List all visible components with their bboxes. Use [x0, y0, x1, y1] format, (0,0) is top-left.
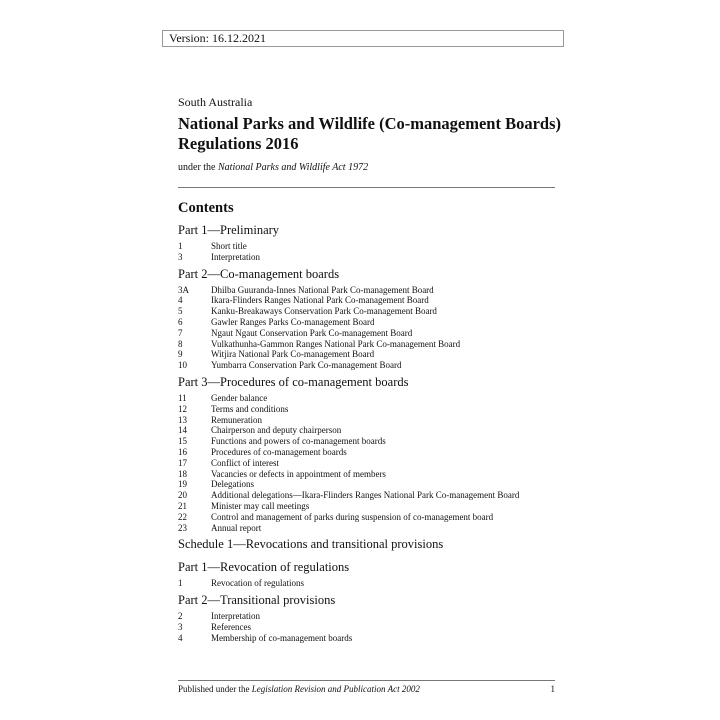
- toc-entry[interactable]: [178, 241, 558, 252]
- toc-entry-title: Witjira National Park Co-management Board: [211, 349, 375, 360]
- toc-entry[interactable]: [178, 458, 558, 469]
- toc-entry[interactable]: [178, 404, 558, 415]
- table-of-contents: [178, 220, 558, 647]
- toc-part-2-items: [178, 285, 558, 371]
- toc-entry-title: Interpretation: [211, 611, 260, 622]
- toc-entry-title: Additional delegations—Ikara-Flinders Ranges National Park Co-management Board: [211, 490, 520, 501]
- version-label: Version: 16.12.2021: [162, 30, 564, 47]
- toc-entry-number: 1: [178, 241, 183, 251]
- toc-entry[interactable]: [178, 285, 558, 296]
- toc-entry[interactable]: [178, 306, 558, 317]
- toc-entry[interactable]: [178, 622, 558, 633]
- toc-entry[interactable]: [178, 490, 558, 501]
- toc-entry-number: 7: [178, 327, 183, 338]
- toc-part-heading[interactable]: Part 2—Transitional provisions: [178, 593, 336, 608]
- toc-entry-number: 2: [178, 611, 183, 622]
- contents-heading: Contents: [178, 200, 234, 216]
- toc-entry-title: Interpretation: [211, 251, 260, 262]
- toc-entry-title: Gawler Ranges Parks Co-management Board: [211, 316, 375, 327]
- toc-entry-number: 17: [178, 457, 187, 468]
- toc-entry-title: Membership of co-management boards: [211, 632, 353, 643]
- toc-schedule-part-1-items: [178, 578, 558, 589]
- toc-entry-title: Kanku-Breakaways Conservation Park Co-management Board: [211, 306, 437, 317]
- toc-entry[interactable]: [178, 523, 558, 534]
- toc-entry-title: Delegations: [211, 479, 254, 490]
- toc-entry[interactable]: [178, 393, 558, 404]
- toc-entry[interactable]: [178, 633, 558, 644]
- jurisdiction-label: South Australia: [178, 95, 253, 109]
- toc-entry[interactable]: [178, 512, 558, 523]
- toc-entry-number: 10: [178, 360, 187, 371]
- enabling-act-name: National Parks and Wildlife Act 1972: [218, 162, 369, 173]
- toc-entry[interactable]: [178, 611, 558, 622]
- toc-entry[interactable]: [178, 447, 558, 458]
- toc-entry-title: Minister may call meetings: [211, 500, 310, 511]
- toc-entry-number: 1: [178, 578, 183, 589]
- enabling-act-line: [178, 162, 368, 173]
- header-divider: [178, 187, 555, 188]
- toc-entry-number: 3: [178, 621, 183, 632]
- toc-entry-title: Remuneration: [211, 414, 262, 425]
- toc-entry-number: 11: [178, 392, 187, 403]
- toc-part-3-items: [178, 393, 558, 533]
- toc-entry[interactable]: [178, 339, 558, 350]
- document-title-line-1: National Parks and Wildlife (Co-management Boards): [178, 114, 562, 133]
- toc-entry-title: Gender balance: [211, 392, 268, 403]
- toc-entry[interactable]: [178, 469, 558, 480]
- toc-entry-number: 12: [178, 403, 187, 414]
- toc-entry[interactable]: [178, 252, 558, 263]
- toc-entry-title: Annual report: [211, 522, 262, 533]
- toc-entry-title: Revocation of regulations: [211, 578, 304, 589]
- footer-divider: [178, 680, 555, 681]
- toc-entry-title: References: [211, 621, 251, 632]
- toc-part-heading[interactable]: Part 2—Co-management boards: [178, 266, 340, 281]
- toc-entry-title: Functions and powers of co-management boards: [211, 436, 386, 447]
- toc-entry-title: Dhilba Guuranda-Innes National Park Co-management Board: [211, 284, 434, 295]
- toc-entry-number: 9: [178, 349, 183, 360]
- toc-entry-number: 21: [178, 500, 187, 511]
- toc-entry-title: Procedures of co-management boards: [211, 446, 347, 457]
- toc-entry[interactable]: [178, 578, 558, 589]
- footer-publication-note: [178, 684, 420, 694]
- toc-entry-title: Ikara-Flinders Ranges National Park Co-management Board: [211, 295, 429, 306]
- toc-entry[interactable]: [178, 425, 558, 436]
- toc-entry-number: 3A: [178, 284, 189, 295]
- toc-entry-number: 18: [178, 468, 187, 479]
- toc-part-heading[interactable]: Part 1—Revocation of regulations: [178, 560, 350, 575]
- footer-prefix: Published under the: [178, 684, 250, 694]
- toc-part-heading[interactable]: Part 1—Preliminary: [178, 223, 280, 237]
- toc-entry-number: 5: [178, 306, 183, 317]
- toc-entry[interactable]: [178, 360, 558, 371]
- toc-entry-number: 19: [178, 479, 187, 490]
- toc-entry-number: 13: [178, 414, 187, 425]
- document-title: [178, 114, 568, 154]
- toc-entry-number: 22: [178, 511, 187, 522]
- toc-entry-title: Conflict of interest: [211, 457, 279, 468]
- enabling-act-prefix: under the: [178, 162, 216, 173]
- footer-act-name: Legislation Revision and Publication Act 2002: [251, 684, 420, 694]
- toc-entry[interactable]: [178, 436, 558, 447]
- toc-entry[interactable]: [178, 479, 558, 490]
- toc-entry-title: Terms and conditions: [211, 403, 289, 414]
- toc-entry-number: 14: [178, 425, 187, 436]
- toc-entry-number: 3: [178, 251, 183, 262]
- toc-entry[interactable]: [178, 501, 558, 512]
- toc-entry-title: Yumbarra Conservation Park Co-management Board: [211, 360, 402, 371]
- toc-entry-number: 15: [178, 436, 187, 447]
- toc-entry-title: Vacancies or defects in appointment of members: [211, 468, 386, 479]
- toc-part-1-items: [178, 241, 558, 263]
- toc-entry-title: Short title: [211, 241, 247, 251]
- toc-entry[interactable]: [178, 415, 558, 426]
- toc-entry-number: 23: [178, 522, 187, 533]
- page-footer: [178, 684, 555, 694]
- toc-entry-number: 8: [178, 338, 183, 349]
- toc-part-heading[interactable]: Part 3—Procedures of co-management boards: [178, 374, 409, 389]
- toc-entry[interactable]: [178, 328, 558, 339]
- document-title-line-2: Regulations 2016: [178, 134, 299, 153]
- toc-entry-title: Control and management of parks during suspension of co-management board: [211, 511, 494, 522]
- toc-entry-number: 16: [178, 446, 187, 457]
- toc-entry[interactable]: [178, 295, 558, 306]
- toc-entry-number: 4: [178, 632, 183, 643]
- toc-entry-title: Ngaut Ngaut Conservation Park Co-management Board: [211, 327, 413, 338]
- toc-entry-title: Chairperson and deputy chairperson: [211, 425, 342, 436]
- toc-entry-title: Vulkathunha-Gammon Ranges National Park Co-management Board: [211, 338, 461, 349]
- toc-schedule-heading[interactable]: Schedule 1—Revocations and transitional provisions: [178, 537, 444, 552]
- toc-entry[interactable]: [178, 317, 558, 328]
- toc-entry[interactable]: [178, 349, 558, 360]
- toc-schedule-part-2-items: [178, 611, 558, 643]
- toc-entry-number: 6: [178, 316, 183, 327]
- toc-entry-number: 4: [178, 295, 183, 306]
- page-number: 1: [550, 684, 555, 694]
- toc-entry-number: 20: [178, 490, 187, 501]
